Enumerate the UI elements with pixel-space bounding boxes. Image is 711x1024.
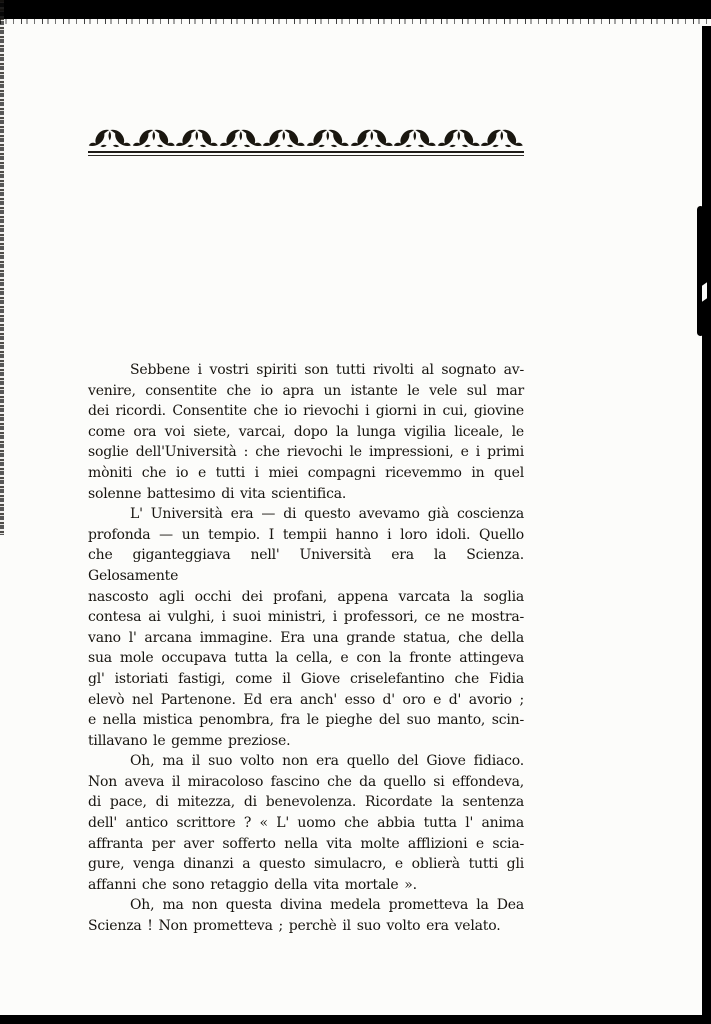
- acanthus-leaf-motif-icon: [219, 128, 263, 149]
- acanthus-leaf-motif-icon: [437, 128, 481, 149]
- ornament-band: [88, 128, 524, 156]
- text-line: elevò nel Partenone. Ed era anch' esso d' oro e d' avorio ;: [88, 691, 524, 708]
- double-rule-bottom: [88, 155, 524, 156]
- text-line: Scienza ! Non prometteva ; perchè il suo volto era velato.: [88, 918, 501, 935]
- paragraph: [88, 504, 524, 751]
- acanthus-leaf-motif-icon: [393, 128, 437, 149]
- text-line: come ora voi siete, varcai, dopo la lunga vigilia liceale, le: [88, 423, 524, 440]
- text-line: affranta per aver sofferto nella vita molte afflizioni e scia-: [88, 835, 524, 852]
- text-line: Oh, ma il suo volto non era quello del Giove fidiaco.: [130, 753, 524, 770]
- text-line: Oh, ma non questa divina medela prometteva la Dea: [130, 897, 524, 914]
- text-line: mòniti che io e tutti i miei compagni ricevemmo in quel: [88, 464, 524, 481]
- text-line: sua mole occupava tutta la cella, e con la fronte attingeva: [88, 650, 524, 667]
- text-line: L' Università era — di questo avevamo già coscienza: [130, 506, 524, 523]
- text-line: affanni che sono retaggio della vita mortale ».: [88, 876, 417, 893]
- scan-artifact-right-edge: [702, 26, 711, 1024]
- acanthus-leaf-motif-icon: [175, 128, 219, 149]
- text-line: e nella mistica penombra, fra le pieghe del suo manto, scin-: [88, 712, 524, 729]
- text-line: vano l' arcana immagine. Era una grande statua, che della: [88, 629, 524, 646]
- paragraph: [88, 895, 524, 936]
- acanthus-leaf-motif-icon: [132, 128, 176, 149]
- text-line: che giganteggiava nell' Università era la Scienza. Gelosamente: [88, 547, 524, 584]
- text-line: gl' istoriati fastigi, come il Giove criselefantino che Fidia: [88, 670, 524, 687]
- text-line: dei ricordi. Consentite che io rievochi i giorni in cui, giovine: [88, 403, 524, 420]
- text-line: contesa ai vulghi, i suoi ministri, i professori, ce ne mostra-: [88, 609, 524, 626]
- text-line: di pace, di mitezza, di benevolenza. Ricordate la sentenza: [88, 794, 524, 811]
- scan-artifact-top-edge: [0, 0, 711, 19]
- scan-artifact-left-edge: [0, 0, 4, 535]
- text-line: profonda — un tempio. I tempii hanno i loro idoli. Quello: [88, 526, 524, 543]
- double-rule-top: [88, 151, 524, 153]
- acanthus-leaf-motif-icon: [350, 128, 394, 149]
- acanthus-leaf-motif-icon: [480, 128, 524, 149]
- text-line: gure, venga dinanzi a questo simulacro, e oblierà tutti gli: [88, 856, 524, 873]
- scan-artifact-bottom-edge: [0, 1015, 711, 1024]
- acanthus-leaf-motif-icon: [88, 128, 132, 149]
- paragraph: [88, 751, 524, 895]
- text-line: soglie dell'Università : che rievochi le impressioni, e i primi: [88, 444, 524, 461]
- text-line: venire, consentite che io apra un istante le vele sul mar: [88, 382, 524, 399]
- acanthus-leaf-motif-icon: [262, 128, 306, 149]
- text-line: tillavano le gemme preziose.: [88, 732, 291, 749]
- text-line: nascosto agli occhi dei profani, appena varcata la soglia: [88, 588, 524, 605]
- text-block: [88, 360, 524, 937]
- acanthus-leaf-motif-icon: [306, 128, 350, 149]
- text-line: Non aveva il miracoloso fascino che da quello si effondeva,: [88, 773, 524, 790]
- text-line: dell' antico scrittore ? « L' uomo che abbia tutta l' anima: [88, 815, 524, 832]
- paragraph: [88, 360, 524, 504]
- text-line: Sebbene i vostri spiriti son tutti rivolti al sognato av-: [130, 362, 524, 378]
- text-line: solenne battesimo di vita scientifica.: [88, 485, 347, 502]
- ornament-frieze: [88, 128, 524, 149]
